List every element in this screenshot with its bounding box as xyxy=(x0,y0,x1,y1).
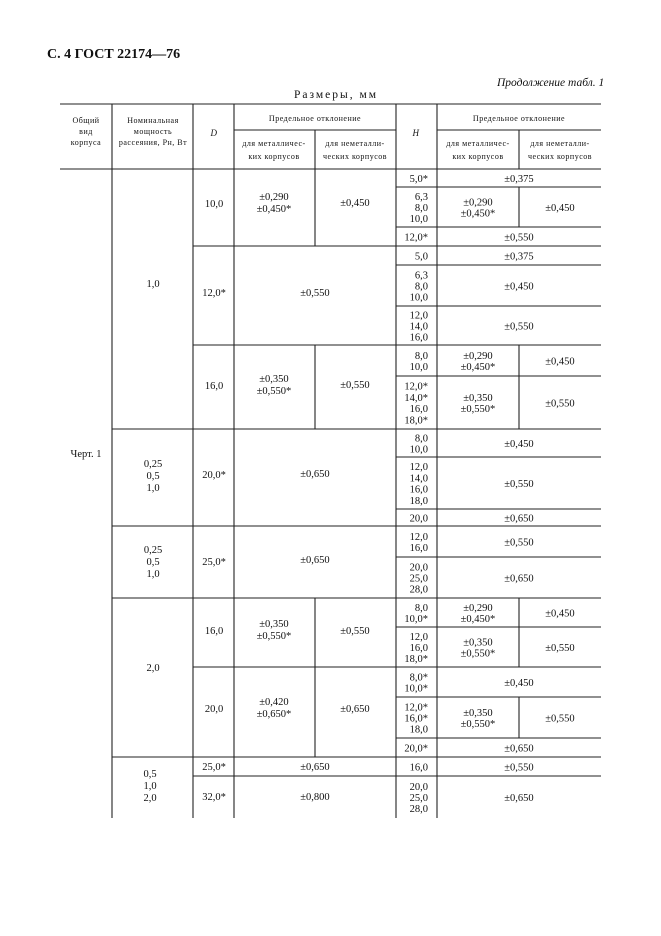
h-tol-metal: ±0,350 xyxy=(463,637,493,649)
power-5b: 1,0 xyxy=(143,781,157,792)
d-tol-common: ±0,650 xyxy=(300,762,330,773)
h-value: 6,3 xyxy=(414,191,428,203)
h-value: 12,0 xyxy=(409,531,428,543)
power-3a: 0,25 xyxy=(143,545,163,556)
h-tol-metal: ±0,290 xyxy=(463,602,493,614)
d-tol-nonmetal: ±0,550 xyxy=(340,380,370,391)
h-value: 28,0 xyxy=(409,804,428,816)
table-grid xyxy=(60,104,601,818)
h-value: 8,0* xyxy=(409,672,428,684)
d-value: 10,0 xyxy=(204,199,224,210)
h-value: 12,0* xyxy=(404,702,428,714)
h-value: 6,3 xyxy=(414,270,428,282)
h-value: 14,0* xyxy=(404,392,428,404)
h-value: 16,0 xyxy=(409,643,428,654)
h-value: 12,0 xyxy=(409,462,428,474)
h-tol-metal: ±0,290 xyxy=(463,350,493,362)
h-value: 25,0 xyxy=(409,573,428,585)
h-value: 5,0 xyxy=(414,251,428,263)
power-4: 2,0 xyxy=(146,663,160,674)
h-value: 14,0 xyxy=(409,473,428,485)
d-value: 16,0 xyxy=(204,381,224,392)
page-title: С. 4 ГОСТ 22174—76 xyxy=(47,47,181,62)
header-power-1: Номинальная xyxy=(127,116,179,125)
h-value: 10,0* xyxy=(404,614,428,626)
h-value: 20,0 xyxy=(409,781,428,793)
h-value: 16,0 xyxy=(409,484,428,496)
h-value: 25,0 xyxy=(409,793,428,804)
d-tol-metal: ±0,550* xyxy=(256,631,292,642)
h-value: 8,0 xyxy=(414,433,428,445)
d-column xyxy=(202,199,226,803)
h-tol-common: ±0,550 xyxy=(504,232,534,244)
h-value: 18,0* xyxy=(404,654,428,666)
header-nonmetal-h-1: для неметалли- xyxy=(530,139,590,148)
h-value: 10,0* xyxy=(404,683,428,695)
d-value: 25,0* xyxy=(202,557,226,568)
h-value: 20,0 xyxy=(409,513,428,525)
h-tol-common: ±0,650 xyxy=(504,573,534,585)
h-tol-common: ±0,550 xyxy=(504,762,534,774)
h-value: 12,0 xyxy=(409,631,428,643)
h-value: 16,0* xyxy=(404,713,428,725)
d-tol-nonmetal: ±0,650 xyxy=(340,704,370,715)
h-tol-common: ±0,450 xyxy=(504,281,534,293)
h-tol-common: ±0,450 xyxy=(504,439,534,450)
h-value: 18,0* xyxy=(404,415,428,427)
header-dev-d: Предельное отклонение xyxy=(268,114,362,123)
h-rows xyxy=(404,174,574,815)
power-2b: 0,5 xyxy=(146,471,160,482)
h-tol-common: ±0,450 xyxy=(504,678,534,689)
h-tol-metal: ±0,350 xyxy=(463,707,493,719)
h-tol-nonmetal: ±0,550 xyxy=(545,713,575,725)
header-case-1: Общий xyxy=(72,116,100,125)
header-nonmetal-d-1: для неметалли- xyxy=(325,139,385,148)
h-tol-common: ±0,650 xyxy=(504,793,534,804)
table-header xyxy=(71,114,592,161)
h-tol-nonmetal: ±0,450 xyxy=(545,608,575,620)
header-d: D xyxy=(210,128,218,138)
h-tol-common: ±0,650 xyxy=(504,743,534,755)
h-tol-common: ±0,550 xyxy=(504,537,534,549)
d-tol-common: ±0,650 xyxy=(300,469,330,480)
power-5c: 2,0 xyxy=(143,793,157,804)
power-5a: 0,5 xyxy=(143,769,157,780)
d-value: 12,0* xyxy=(202,288,226,299)
d-tol-metal: ±0,450* xyxy=(256,204,292,215)
h-value: 10,0 xyxy=(409,214,428,226)
h-tol-metal: ±0,350 xyxy=(463,392,493,404)
table-continuation-label: Продолжение табл. 1 xyxy=(497,77,605,89)
h-value: 20,0 xyxy=(409,562,428,574)
h-value: 12,0* xyxy=(404,381,428,393)
h-value: 8,0 xyxy=(414,602,428,614)
h-value: 16,0 xyxy=(409,404,428,416)
header-nonmetal-h-2: ческих корпусов xyxy=(527,152,593,161)
h-tol-metal: ±0,450* xyxy=(460,614,496,626)
d-tol-common: ±0,650 xyxy=(300,555,330,566)
d-value: 16,0 xyxy=(204,626,224,637)
d-value: 20,0 xyxy=(204,704,224,715)
d-tol-metal: ±0,350 xyxy=(259,619,289,630)
h-value: 8,0 xyxy=(414,203,428,214)
h-value: 20,0* xyxy=(404,743,428,755)
d-tol-metal: ±0,350 xyxy=(259,374,289,385)
header-case-2: вид xyxy=(79,127,93,136)
d-tol-common: ±0,550 xyxy=(300,288,330,299)
h-value: 14,0 xyxy=(409,321,428,333)
h-value: 10,0 xyxy=(409,362,428,374)
d-tol-metal: ±0,420 xyxy=(259,697,289,708)
d-value: 32,0* xyxy=(202,792,226,803)
d-tol-nonmetal: ±0,550 xyxy=(340,626,370,637)
h-tol-common: ±0,550 xyxy=(504,479,534,490)
h-value: 18,0 xyxy=(409,724,428,736)
h-tol-metal: ±0,550* xyxy=(460,719,496,731)
h-tol-metal: ±0,450* xyxy=(460,362,496,374)
h-tol-metal: ±0,290 xyxy=(463,197,493,209)
d-tol-metal: ±0,290 xyxy=(259,192,289,203)
header-power-3: рассеяния, Pн, Вт xyxy=(118,138,188,147)
header-metal-h-2: ких корпусов xyxy=(452,152,504,161)
header-h: H xyxy=(412,128,420,138)
h-value: 8,0 xyxy=(414,281,428,293)
h-value: 5,0* xyxy=(409,174,428,185)
h-tol-nonmetal: ±0,450 xyxy=(545,203,575,214)
dimensions-caption: Размеры, мм xyxy=(294,89,379,101)
h-value: 8,0 xyxy=(414,350,428,362)
header-metal-d-1: для металличес- xyxy=(242,139,306,148)
power-3b: 0,5 xyxy=(146,557,160,568)
h-value: 12,0* xyxy=(404,232,428,244)
header-power-2: мощность xyxy=(133,127,173,136)
case-label: Черт. 1 xyxy=(70,449,102,460)
h-value: 12,0 xyxy=(409,310,428,322)
h-tol-common: ±0,650 xyxy=(504,513,534,525)
d-tol-common: ±0,800 xyxy=(300,792,330,803)
h-tol-nonmetal: ±0,550 xyxy=(545,643,575,654)
power-3c: 1,0 xyxy=(146,569,160,580)
power-column xyxy=(143,279,162,804)
d-tol-nonmetal: ±0,450 xyxy=(340,198,370,209)
h-value: 10,0 xyxy=(409,444,428,456)
header-case-3: корпуса xyxy=(70,138,102,147)
h-tol-common: ±0,550 xyxy=(504,321,534,333)
d-value: 25,0* xyxy=(202,762,226,773)
power-2a: 0,25 xyxy=(143,459,163,470)
h-tol-common: ±0,375 xyxy=(504,174,534,185)
d-tol-metal: ±0,650* xyxy=(256,709,292,720)
h-tol-common: ±0,375 xyxy=(504,251,534,263)
power-2c: 1,0 xyxy=(146,483,160,494)
header-metal-h-1: для металличес- xyxy=(446,139,510,148)
d-value: 20,0* xyxy=(202,470,226,481)
h-value: 16,0 xyxy=(409,543,428,555)
h-value: 16,0 xyxy=(409,332,428,344)
h-tol-nonmetal: ±0,450 xyxy=(545,356,575,368)
d-tolerance-column xyxy=(257,192,370,803)
power-1: 1,0 xyxy=(146,279,160,290)
h-value: 16,0 xyxy=(409,762,428,774)
h-tol-metal: ±0,550* xyxy=(460,404,496,416)
h-value: 28,0 xyxy=(409,584,428,596)
h-tol-metal: ±0,450* xyxy=(460,208,496,220)
h-value: 10,0 xyxy=(409,292,428,304)
h-value: 18,0 xyxy=(409,495,428,507)
header-metal-d-2: ких корпусов xyxy=(248,152,300,161)
header-dev-h: Предельное отклонение xyxy=(472,114,566,123)
d-tol-metal: ±0,550* xyxy=(256,386,292,397)
header-nonmetal-d-2: ческих корпусов xyxy=(322,152,388,161)
h-tol-nonmetal: ±0,550 xyxy=(545,398,575,410)
h-tol-metal: ±0,550* xyxy=(460,648,496,660)
